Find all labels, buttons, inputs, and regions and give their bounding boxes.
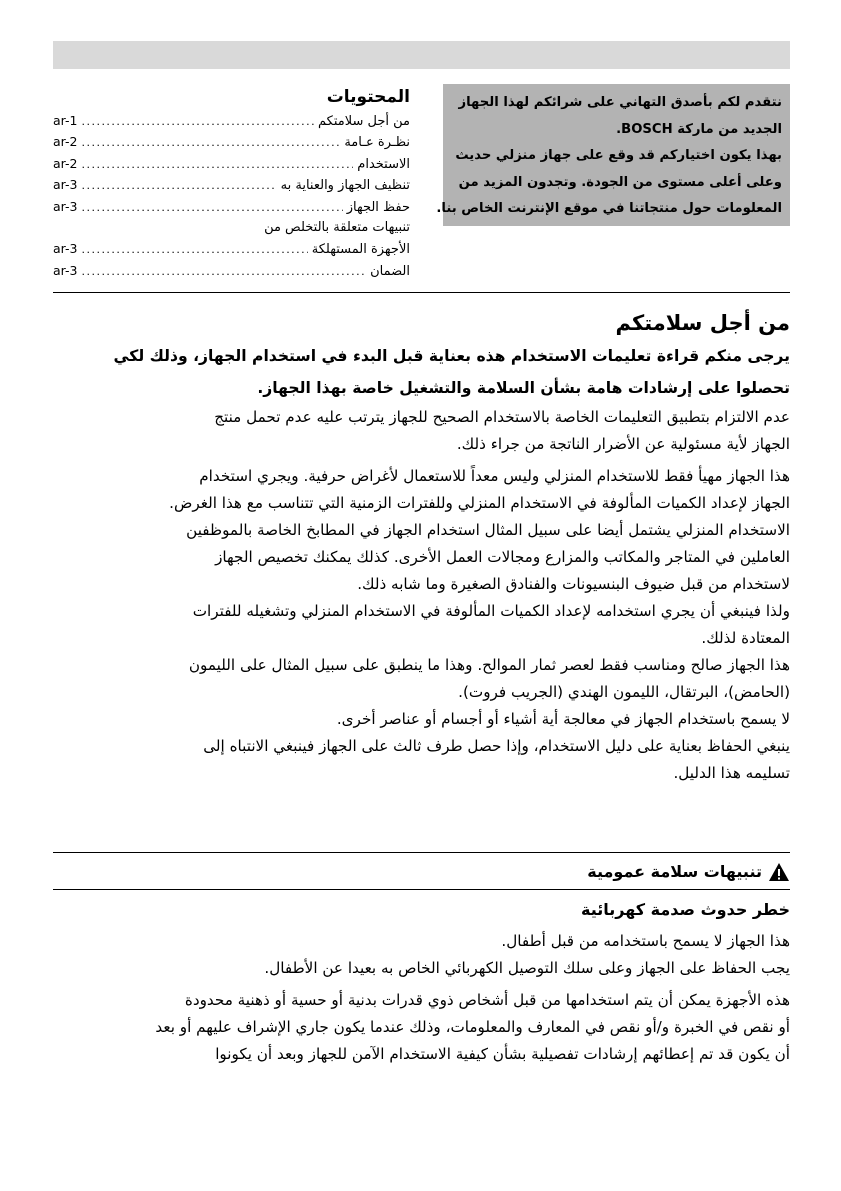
intro-line: الجديد من ماركة BOSCH.: [616, 121, 782, 137]
toc-page: ar-1: [53, 113, 78, 128]
toc-item-label: تنظيف الجهاز والعناية به: [280, 178, 410, 194]
toc-page: ar-2: [53, 155, 78, 171]
warning-triangle-icon: [768, 862, 790, 882]
toc-item-label: الضمان: [370, 263, 410, 279]
text-line: ولذا فينبغي أن يجري استخدامه لإعداد الكميات المألوفة في الاستخدام المنزلي وتشغيله للفترات: [192, 602, 790, 620]
toc-item[interactable]: [53, 131, 410, 152]
toc-leader: [81, 132, 340, 153]
toc-page: ar-2: [53, 134, 78, 150]
toc-leader: [81, 111, 314, 132]
toc-item[interactable]: [53, 260, 410, 281]
toc-leader: [81, 154, 353, 175]
toc-title: المحتويات: [326, 87, 410, 107]
section-title: من أجل سلامتكم: [615, 311, 790, 335]
text-line: الاستخدام المنزلي يشتمل أيضا على سبيل المثال استخدام الجهاز في المطابخ الخاصة بالموظفين: [186, 521, 790, 539]
text-line: يجب الحفاظ على الجهاز وعلى سلك التوصيل الكهربائي الخاص به بعيدا عن الأطفال.: [264, 959, 790, 977]
text-line: هذه الأجهزة يمكن أن يتم استخدامها من قبل أشخاص ذوي قدرات بدنية أو حسية أو ذهنية محدودة: [184, 991, 790, 1009]
toc-page: ar-3: [53, 262, 78, 278]
text-line: لا يسمح باستخدام الجهاز في معالجة أية أشياء أو أجسام أو عناصر أخرى.: [336, 710, 790, 728]
toc-page: ar-3: [53, 241, 78, 257]
text-line: العاملين في المتاجر والمكاتب والمزارع ومجالات العمل الأخرى. كذلك يمكنك تخصيص الجهاز: [215, 548, 790, 566]
text-line: الجهاز لأية مسئولية عن الأضرار الناتجة من جراء ذلك.: [456, 435, 790, 453]
toc-leader: [81, 197, 342, 218]
toc-item[interactable]: [53, 174, 410, 195]
text-line: أن يكون قد تم إعطائهم إرشادات تفصيلية بشأن كيفية الاستخدام الآمن للجهاز وبعد أن يكونوا: [215, 1045, 790, 1063]
general-safety-section: [53, 855, 790, 1068]
text-line: ينبغي الحفاظ بعناية على دليل الاستخدام، وإذا حصل طرف ثالث على الجهاز فينبغي الانتباه إلى: [203, 737, 790, 755]
toc-item[interactable]: [53, 153, 410, 174]
toc-item-label: نظـرة عـامة: [344, 135, 410, 151]
text-line: عدم الالتزام بتطبيق التعليمات الخاصة بالاستخدام الصحيح للجهاز يترتب عليه عدم تحمل منتج: [214, 408, 790, 426]
electric-shock-title: خطر حدوث صدمة كهربائية: [581, 900, 790, 919]
table-of-contents: [53, 84, 410, 281]
toc-item-label: الاستخدام: [357, 156, 410, 172]
toc-item[interactable]: [53, 238, 410, 259]
toc-item[interactable]: [53, 196, 410, 217]
toc-item-label: من أجل سلامتكم: [318, 114, 410, 129]
text-line: هذا الجهاز مهيأ فقط للاستخدام المنزلي وليس معداً للاستعمال لأغراض حرفية. ويجري استخدام: [199, 467, 790, 485]
toc-item[interactable]: [53, 217, 410, 238]
bold-intro-line: يرجى منكم قراءة تعليمات الاستخدام هذه بعناية قبل البدء في استخدام الجهاز، وذلك لكي: [113, 347, 790, 365]
text-line: تسليمه هذا الدليل.: [673, 764, 790, 782]
intro-line: بهذا يكون اختياركم قد وقع على جهاز منزلي حديث: [455, 148, 782, 163]
section-divider: [53, 852, 790, 853]
toc-leader: [81, 261, 366, 282]
bold-intro-line: تحصلوا على إرشادات هامة بشأن السلامة والتشغيل خاصة بهذا الجهاز.: [257, 379, 790, 397]
text-line: هذا الجهاز صالح ومناسب فقط لعصر ثمار الموالح. وهذا ما ينطبق على سبيل المثال على الليمون: [188, 656, 790, 674]
intro-box: [436, 84, 790, 226]
toc-item[interactable]: [53, 110, 410, 131]
toc-item-label: تنبيهات متعلقة بالتخلص من: [264, 219, 410, 235]
toc-leader: [81, 175, 276, 196]
section-divider: [53, 292, 790, 293]
toc-page: ar-3: [53, 177, 78, 193]
toc-item-label: الأجهزة المستهلكة: [311, 242, 410, 258]
general-safety-heading: [53, 855, 790, 889]
intro-line: المعلومات حول منتجاتنا في موقع الإنترنت الخاص بنا.: [436, 201, 782, 216]
text-line: الجهاز لإعداد الكميات المألوفة في الاستخدام المنزلي وللفترات الزمنية التي تتناسب مع هذا الغرض.: [169, 494, 790, 512]
text-line: لاستخدام من قبل ضيوف البنسيونات والفنادق الصغيرة وما شابه ذلك.: [357, 575, 790, 593]
text-line: المعتادة لذلك.: [701, 629, 790, 647]
text-line: أو نقص في الخبرة و/أو نقص في المعارف والمعلومات، وذلك عندما يكون جاري الإشراف عليهم أو بعد: [155, 1018, 790, 1036]
toc-leader: [81, 239, 307, 260]
intro-line: نتقدم لكم بأصدق التهاني على شرائكم لهذا الجهاز: [458, 95, 782, 110]
toc-item-label: حفظ الجهاز: [346, 199, 410, 215]
intro-line: وعلى أعلى مستوى من الجودة. وتجدون المزيد من: [458, 174, 782, 190]
header-bar: [53, 41, 790, 69]
safety-section: [53, 306, 790, 787]
general-safety-title: تنبيهات سلامة عمومية: [587, 862, 762, 881]
text-line: هذا الجهاز لا يسمح باستخدامه من قبل أطفال.: [501, 932, 790, 950]
text-line: (الحامض)، البرتقال، الليمون الهندي (الجريب فروت).: [458, 683, 790, 701]
toc-page: ar-3: [53, 198, 78, 214]
